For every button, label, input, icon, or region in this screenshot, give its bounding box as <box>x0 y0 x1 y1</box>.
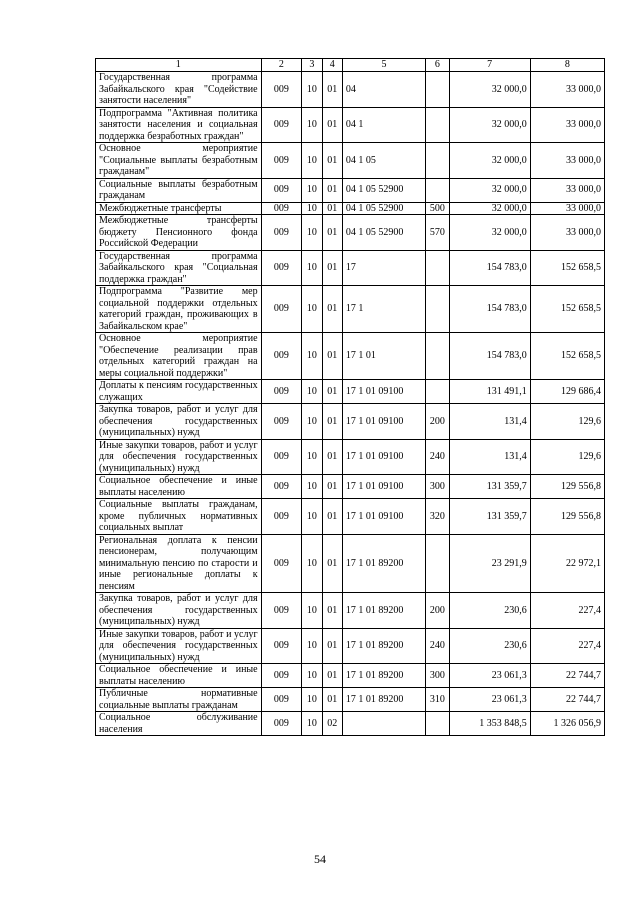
section-cell: 10 <box>302 475 322 499</box>
section-cell: 10 <box>302 202 322 215</box>
section-cell: 10 <box>302 593 322 629</box>
ministry-code-cell: 009 <box>261 439 302 475</box>
ministry-code-cell: 009 <box>261 286 302 333</box>
row-name-cell: Основное мероприятие "Социальные выплаты безработным гражданам" <box>96 143 262 179</box>
amount-year1-cell: 131,4 <box>449 404 530 440</box>
subsection-cell: 01 <box>322 593 342 629</box>
amount-year2-cell: 152 658,5 <box>530 333 604 380</box>
expense-type-cell: 240 <box>426 439 449 475</box>
amount-year1-cell: 1 353 848,5 <box>449 712 530 736</box>
row-name-cell: Государственная программа Забайкальского края "Социальная поддержка граждан" <box>96 250 262 286</box>
target-article-cell: 17 1 01 09100 <box>342 499 425 535</box>
target-article-cell: 17 1 01 89200 <box>342 628 425 664</box>
ministry-code-cell: 009 <box>261 404 302 440</box>
section-cell: 10 <box>302 664 322 688</box>
section-cell: 10 <box>302 286 322 333</box>
ministry-code-cell: 009 <box>261 250 302 286</box>
subsection-cell: 01 <box>322 664 342 688</box>
column-header: 6 <box>426 59 449 72</box>
row-name-cell: Иные закупки товаров, работ и услуг для обеспечения государственных (муниципальных) нужд <box>96 439 262 475</box>
subsection-cell: 01 <box>322 143 342 179</box>
section-cell: 10 <box>302 380 322 404</box>
section-cell: 10 <box>302 688 322 712</box>
column-header: 3 <box>302 59 322 72</box>
amount-year1-cell: 23 061,3 <box>449 688 530 712</box>
table-row <box>96 404 605 440</box>
target-article-cell: 17 1 01 09100 <box>342 439 425 475</box>
table-row <box>96 72 605 108</box>
ministry-code-cell: 009 <box>261 534 302 593</box>
expense-type-cell: 320 <box>426 499 449 535</box>
table-row <box>96 143 605 179</box>
amount-year1-cell: 131,4 <box>449 439 530 475</box>
amount-year2-cell: 22 744,7 <box>530 664 604 688</box>
section-cell: 10 <box>302 499 322 535</box>
table-row <box>96 475 605 499</box>
ministry-code-cell: 009 <box>261 664 302 688</box>
target-article-cell: 04 <box>342 72 425 108</box>
target-article-cell: 04 1 05 52900 <box>342 202 425 215</box>
amount-year1-cell: 230,6 <box>449 628 530 664</box>
amount-year1-cell: 23 061,3 <box>449 664 530 688</box>
target-article-cell: 17 <box>342 250 425 286</box>
target-article-cell: 17 1 01 89200 <box>342 534 425 593</box>
amount-year2-cell: 33 000,0 <box>530 202 604 215</box>
row-name-cell: Публичные нормативные социальные выплаты гражданам <box>96 688 262 712</box>
amount-year2-cell: 152 658,5 <box>530 286 604 333</box>
amount-year2-cell: 129 556,8 <box>530 475 604 499</box>
subsection-cell: 01 <box>322 404 342 440</box>
column-header: 5 <box>342 59 425 72</box>
subsection-cell: 01 <box>322 439 342 475</box>
expense-type-cell <box>426 380 449 404</box>
table-row <box>96 499 605 535</box>
expense-type-cell: 200 <box>426 404 449 440</box>
amount-year2-cell: 1 326 056,9 <box>530 712 604 736</box>
table-row <box>96 380 605 404</box>
table-row <box>96 688 605 712</box>
amount-year1-cell: 32 000,0 <box>449 143 530 179</box>
ministry-code-cell: 009 <box>261 143 302 179</box>
table-row <box>96 286 605 333</box>
expense-type-cell <box>426 72 449 108</box>
row-name-cell: Иные закупки товаров, работ и услуг для обеспечения государственных (муниципальных) нужд <box>96 628 262 664</box>
expense-type-cell: 300 <box>426 664 449 688</box>
target-article-cell: 17 1 01 09100 <box>342 404 425 440</box>
expense-type-cell <box>426 178 449 202</box>
amount-year2-cell: 22 972,1 <box>530 534 604 593</box>
section-cell: 10 <box>302 333 322 380</box>
table-row <box>96 215 605 251</box>
section-cell: 10 <box>302 107 322 143</box>
ministry-code-cell: 009 <box>261 202 302 215</box>
subsection-cell: 01 <box>322 286 342 333</box>
amount-year1-cell: 32 000,0 <box>449 215 530 251</box>
table-row <box>96 439 605 475</box>
row-name-cell: Социальное обслуживание населения <box>96 712 262 736</box>
subsection-cell: 01 <box>322 250 342 286</box>
expense-type-cell <box>426 712 449 736</box>
column-header: 2 <box>261 59 302 72</box>
expense-type-cell: 500 <box>426 202 449 215</box>
section-cell: 10 <box>302 72 322 108</box>
amount-year2-cell: 33 000,0 <box>530 72 604 108</box>
section-cell: 10 <box>302 215 322 251</box>
subsection-cell: 01 <box>322 333 342 380</box>
subsection-cell: 01 <box>322 107 342 143</box>
section-cell: 10 <box>302 404 322 440</box>
target-article-cell: 17 1 01 89200 <box>342 688 425 712</box>
column-header: 8 <box>530 59 604 72</box>
target-article-cell <box>342 712 425 736</box>
target-article-cell: 17 1 01 89200 <box>342 664 425 688</box>
page-number: 54 <box>314 852 326 866</box>
row-name-cell: Социальные выплаты гражданам, кроме публичных нормативных социальных выплат <box>96 499 262 535</box>
table-row <box>96 178 605 202</box>
subsection-cell: 01 <box>322 688 342 712</box>
row-name-cell: Социальное обеспечение и иные выплаты населению <box>96 475 262 499</box>
subsection-cell: 01 <box>322 475 342 499</box>
expense-type-cell <box>426 107 449 143</box>
expense-type-cell: 310 <box>426 688 449 712</box>
budget-table <box>95 58 605 736</box>
row-name-cell: Подпрограмма "Развитие мер социальной поддержки отдельных категорий граждан, проживающих в Забайкальском крае" <box>96 286 262 333</box>
target-article-cell: 17 1 <box>342 286 425 333</box>
table-body <box>96 72 605 736</box>
row-name-cell: Доплаты к пенсиям государственных служащих <box>96 380 262 404</box>
subsection-cell: 02 <box>322 712 342 736</box>
table-row <box>96 593 605 629</box>
amount-year1-cell: 32 000,0 <box>449 178 530 202</box>
amount-year1-cell: 154 783,0 <box>449 286 530 333</box>
ministry-code-cell: 009 <box>261 628 302 664</box>
ministry-code-cell: 009 <box>261 499 302 535</box>
target-article-cell: 04 1 05 52900 <box>342 215 425 251</box>
ministry-code-cell: 009 <box>261 380 302 404</box>
row-name-cell: Межбюджетные трансферты бюджету Пенсионного фонда Российской Федерации <box>96 215 262 251</box>
amount-year2-cell: 227,4 <box>530 593 604 629</box>
table-row <box>96 664 605 688</box>
expense-type-cell: 240 <box>426 628 449 664</box>
expense-type-cell <box>426 143 449 179</box>
section-cell: 10 <box>302 143 322 179</box>
expense-type-cell: 200 <box>426 593 449 629</box>
target-article-cell: 17 1 01 89200 <box>342 593 425 629</box>
row-name-cell: Подпрограмма "Активная политика занятости населения и социальная поддержка безработных граждан" <box>96 107 262 143</box>
column-header: 7 <box>449 59 530 72</box>
subsection-cell: 01 <box>322 628 342 664</box>
amount-year1-cell: 32 000,0 <box>449 72 530 108</box>
expense-type-cell <box>426 333 449 380</box>
amount-year2-cell: 22 744,7 <box>530 688 604 712</box>
table-row <box>96 250 605 286</box>
table-row <box>96 107 605 143</box>
subsection-cell: 01 <box>322 178 342 202</box>
subsection-cell: 01 <box>322 202 342 215</box>
amount-year1-cell: 131 359,7 <box>449 499 530 535</box>
target-article-cell: 17 1 01 09100 <box>342 380 425 404</box>
ministry-code-cell: 009 <box>261 333 302 380</box>
amount-year2-cell: 227,4 <box>530 628 604 664</box>
amount-year1-cell: 131 491,1 <box>449 380 530 404</box>
section-cell: 10 <box>302 439 322 475</box>
section-cell: 10 <box>302 534 322 593</box>
ministry-code-cell: 009 <box>261 688 302 712</box>
amount-year1-cell: 32 000,0 <box>449 202 530 215</box>
ministry-code-cell: 009 <box>261 215 302 251</box>
row-name-cell: Государственная программа Забайкальского края "Содействие занятости населения" <box>96 72 262 108</box>
table-row <box>96 628 605 664</box>
target-article-cell: 04 1 05 <box>342 143 425 179</box>
expense-type-cell <box>426 286 449 333</box>
subsection-cell: 01 <box>322 72 342 108</box>
amount-year1-cell: 23 291,9 <box>449 534 530 593</box>
subsection-cell: 01 <box>322 534 342 593</box>
expense-type-cell: 300 <box>426 475 449 499</box>
amount-year2-cell: 129,6 <box>530 404 604 440</box>
ministry-code-cell: 009 <box>261 475 302 499</box>
ministry-code-cell: 009 <box>261 107 302 143</box>
row-name-cell: Закупка товаров, работ и услуг для обеспечения государственных (муниципальных) нужд <box>96 404 262 440</box>
expense-type-cell <box>426 534 449 593</box>
amount-year2-cell: 33 000,0 <box>530 215 604 251</box>
section-cell: 10 <box>302 250 322 286</box>
amount-year2-cell: 152 658,5 <box>530 250 604 286</box>
table-row <box>96 333 605 380</box>
amount-year2-cell: 129,6 <box>530 439 604 475</box>
subsection-cell: 01 <box>322 499 342 535</box>
target-article-cell: 17 1 01 09100 <box>342 475 425 499</box>
target-article-cell: 17 1 01 <box>342 333 425 380</box>
ministry-code-cell: 009 <box>261 72 302 108</box>
amount-year1-cell: 32 000,0 <box>449 107 530 143</box>
ministry-code-cell: 009 <box>261 593 302 629</box>
expense-type-cell: 570 <box>426 215 449 251</box>
table-row <box>96 534 605 593</box>
ministry-code-cell: 009 <box>261 712 302 736</box>
amount-year1-cell: 230,6 <box>449 593 530 629</box>
row-name-cell: Региональная доплата к пенсии пенсионерам, получающим минимальную пенсию по старости и иные региональные доплаты к пенсиям <box>96 534 262 593</box>
amount-year1-cell: 154 783,0 <box>449 333 530 380</box>
row-name-cell: Социальные выплаты безработным гражданам <box>96 178 262 202</box>
target-article-cell: 04 1 <box>342 107 425 143</box>
amount-year1-cell: 154 783,0 <box>449 250 530 286</box>
table-row <box>96 712 605 736</box>
amount-year2-cell: 33 000,0 <box>530 143 604 179</box>
section-cell: 10 <box>302 178 322 202</box>
row-name-cell: Социальное обеспечение и иные выплаты населению <box>96 664 262 688</box>
amount-year2-cell: 33 000,0 <box>530 107 604 143</box>
row-name-cell: Межбюджетные трансферты <box>96 202 262 215</box>
row-name-cell: Закупка товаров, работ и услуг для обеспечения государственных (муниципальных) нужд <box>96 593 262 629</box>
amount-year2-cell: 33 000,0 <box>530 178 604 202</box>
amount-year2-cell: 129 686,4 <box>530 380 604 404</box>
subsection-cell: 01 <box>322 215 342 251</box>
expense-type-cell <box>426 250 449 286</box>
subsection-cell: 01 <box>322 380 342 404</box>
ministry-code-cell: 009 <box>261 178 302 202</box>
section-cell: 10 <box>302 712 322 736</box>
target-article-cell: 04 1 05 52900 <box>342 178 425 202</box>
header-row <box>96 59 605 72</box>
column-header: 4 <box>322 59 342 72</box>
amount-year1-cell: 131 359,7 <box>449 475 530 499</box>
table-row <box>96 202 605 215</box>
amount-year2-cell: 129 556,8 <box>530 499 604 535</box>
row-name-cell: Основное мероприятие "Обеспечение реализации прав отдельных категорий граждан на меры социальной поддержки" <box>96 333 262 380</box>
column-header: 1 <box>96 59 262 72</box>
section-cell: 10 <box>302 628 322 664</box>
